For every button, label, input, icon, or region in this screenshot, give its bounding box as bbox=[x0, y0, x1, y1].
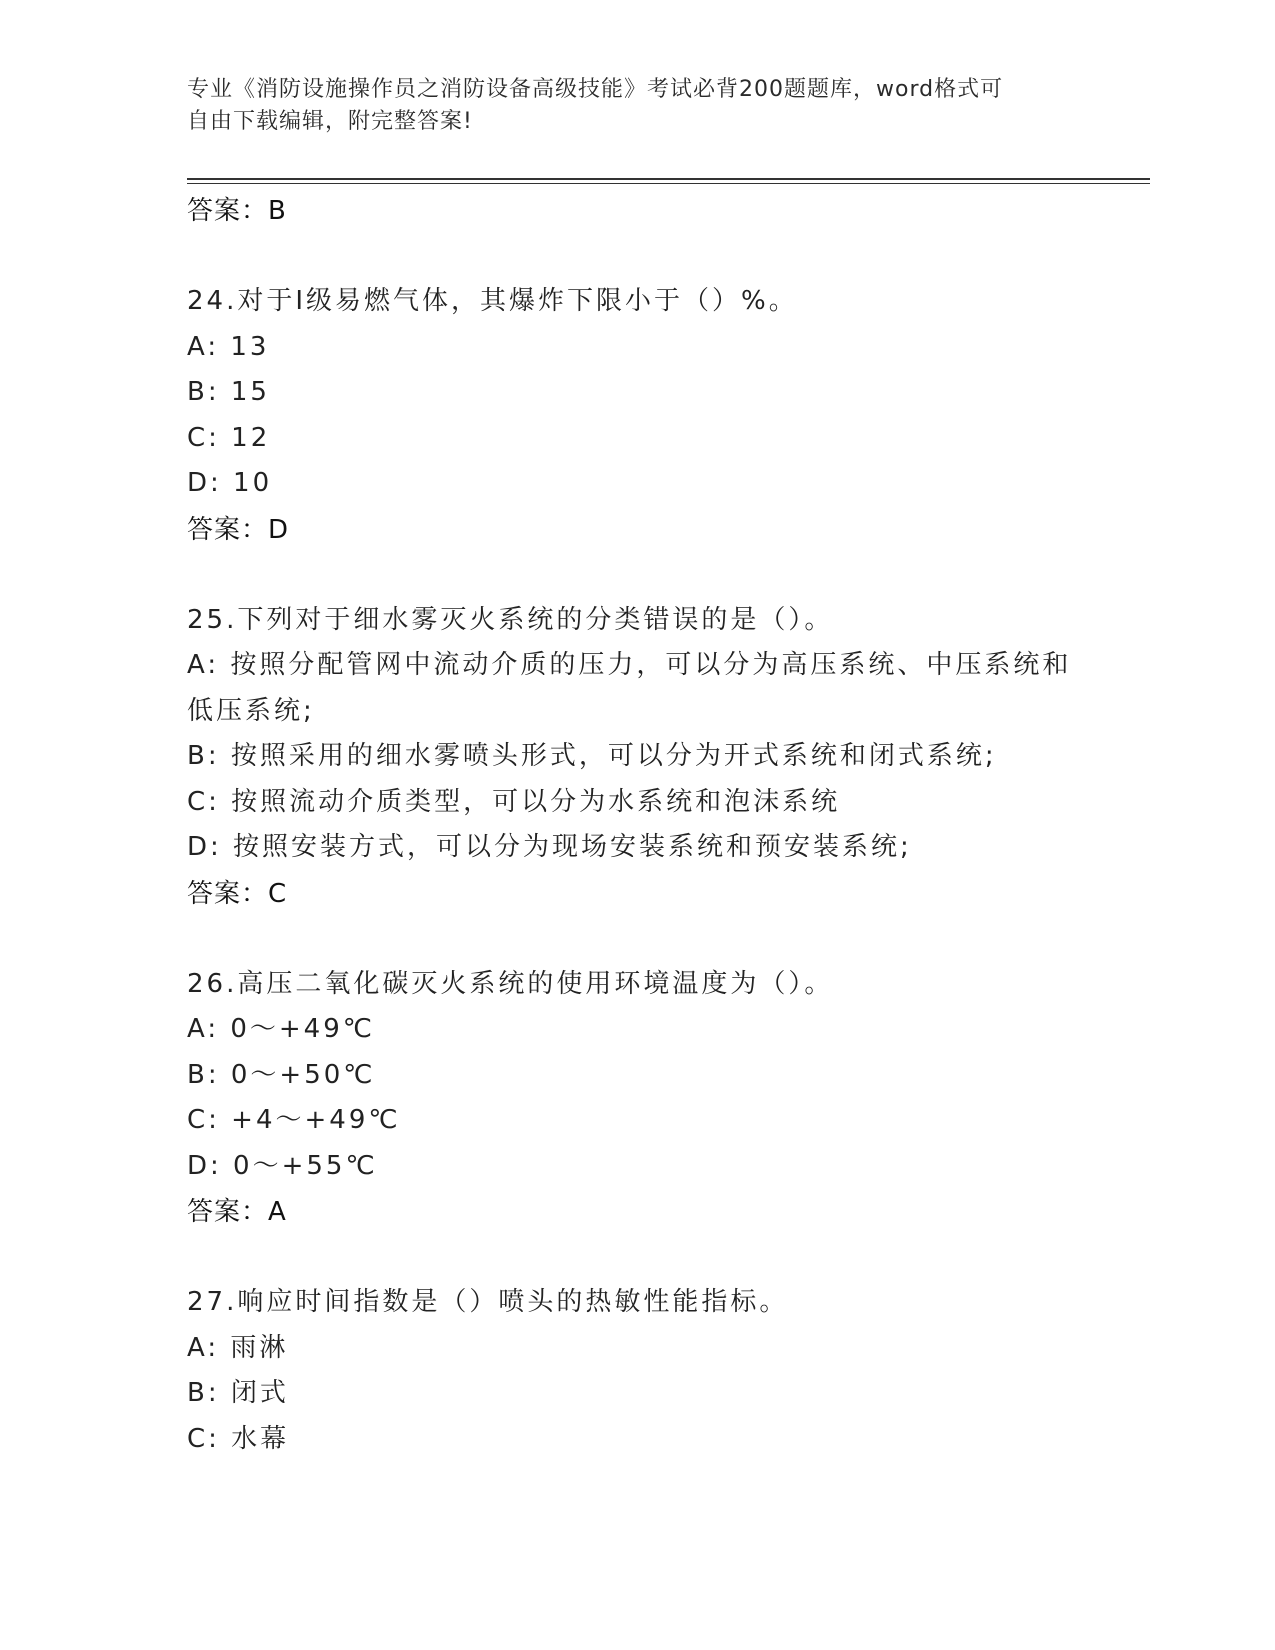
option-b: B: 15 bbox=[187, 377, 270, 407]
question-stem: 26.高压二氧化碳灭火系统的使用环境温度为（）。 bbox=[187, 968, 834, 999]
option-b: B: 0～+50℃ bbox=[187, 1059, 376, 1090]
answer: 答案：A bbox=[187, 1197, 287, 1227]
question-25 bbox=[187, 598, 1087, 917]
option-a: A: 13 bbox=[187, 331, 270, 362]
option-d: D: 按照安装方式，可以分为现场安装系统和预安装系统; bbox=[187, 832, 912, 862]
document-header bbox=[187, 74, 1067, 138]
option-d: D: 10 bbox=[187, 468, 273, 498]
header-rule-thick bbox=[187, 178, 1150, 180]
answer-23: 答案：B bbox=[187, 196, 287, 226]
option-b: B: 闭式 bbox=[187, 1378, 289, 1408]
header-rule-thin bbox=[187, 183, 1150, 184]
question-list bbox=[187, 188, 1087, 1462]
question-stem: 24.对于Ⅰ级易燃气体，其爆炸下限小于（）%。 bbox=[187, 286, 798, 316]
option-c: C: 12 bbox=[187, 422, 271, 453]
answer: 答案：D bbox=[187, 514, 290, 545]
question-stem: 25.下列对于细水雾灭火系统的分类错误的是（）。 bbox=[187, 604, 834, 635]
question-26 bbox=[187, 962, 1087, 1236]
option-b: B: 按照采用的细水雾喷头形式，可以分为开式系统和闭式系统; bbox=[187, 741, 997, 771]
option-a: A: 0～+49℃ bbox=[187, 1014, 375, 1044]
header-line-1: 专业《消防设施操作员之消防设备高级技能》考试必背200题题库，word格式可 bbox=[187, 77, 1004, 102]
option-c: C: +4～+49℃ bbox=[187, 1105, 401, 1135]
question-stem: 27.响应时间指数是（）喷头的热敏性能指标。 bbox=[187, 1287, 789, 1317]
option-d: D: 0～+55℃ bbox=[187, 1150, 378, 1181]
option-a: A: 按照分配管网中流动介质的压力，可以分为高压系统、中压系统和 bbox=[187, 650, 1072, 680]
question-27 bbox=[187, 1280, 1087, 1462]
header-line-2: 自由下载编辑，附完整答案! bbox=[187, 109, 473, 134]
option-c: C: 水幕 bbox=[187, 1423, 290, 1454]
option-a: A: 雨淋 bbox=[187, 1332, 289, 1363]
answer: 答案：C bbox=[187, 878, 288, 909]
option-c: C: 按照流动介质类型，可以分为水系统和泡沫系统 bbox=[187, 786, 841, 817]
option-a-continued: 低压系统; bbox=[187, 695, 315, 726]
question-24 bbox=[187, 279, 1087, 553]
